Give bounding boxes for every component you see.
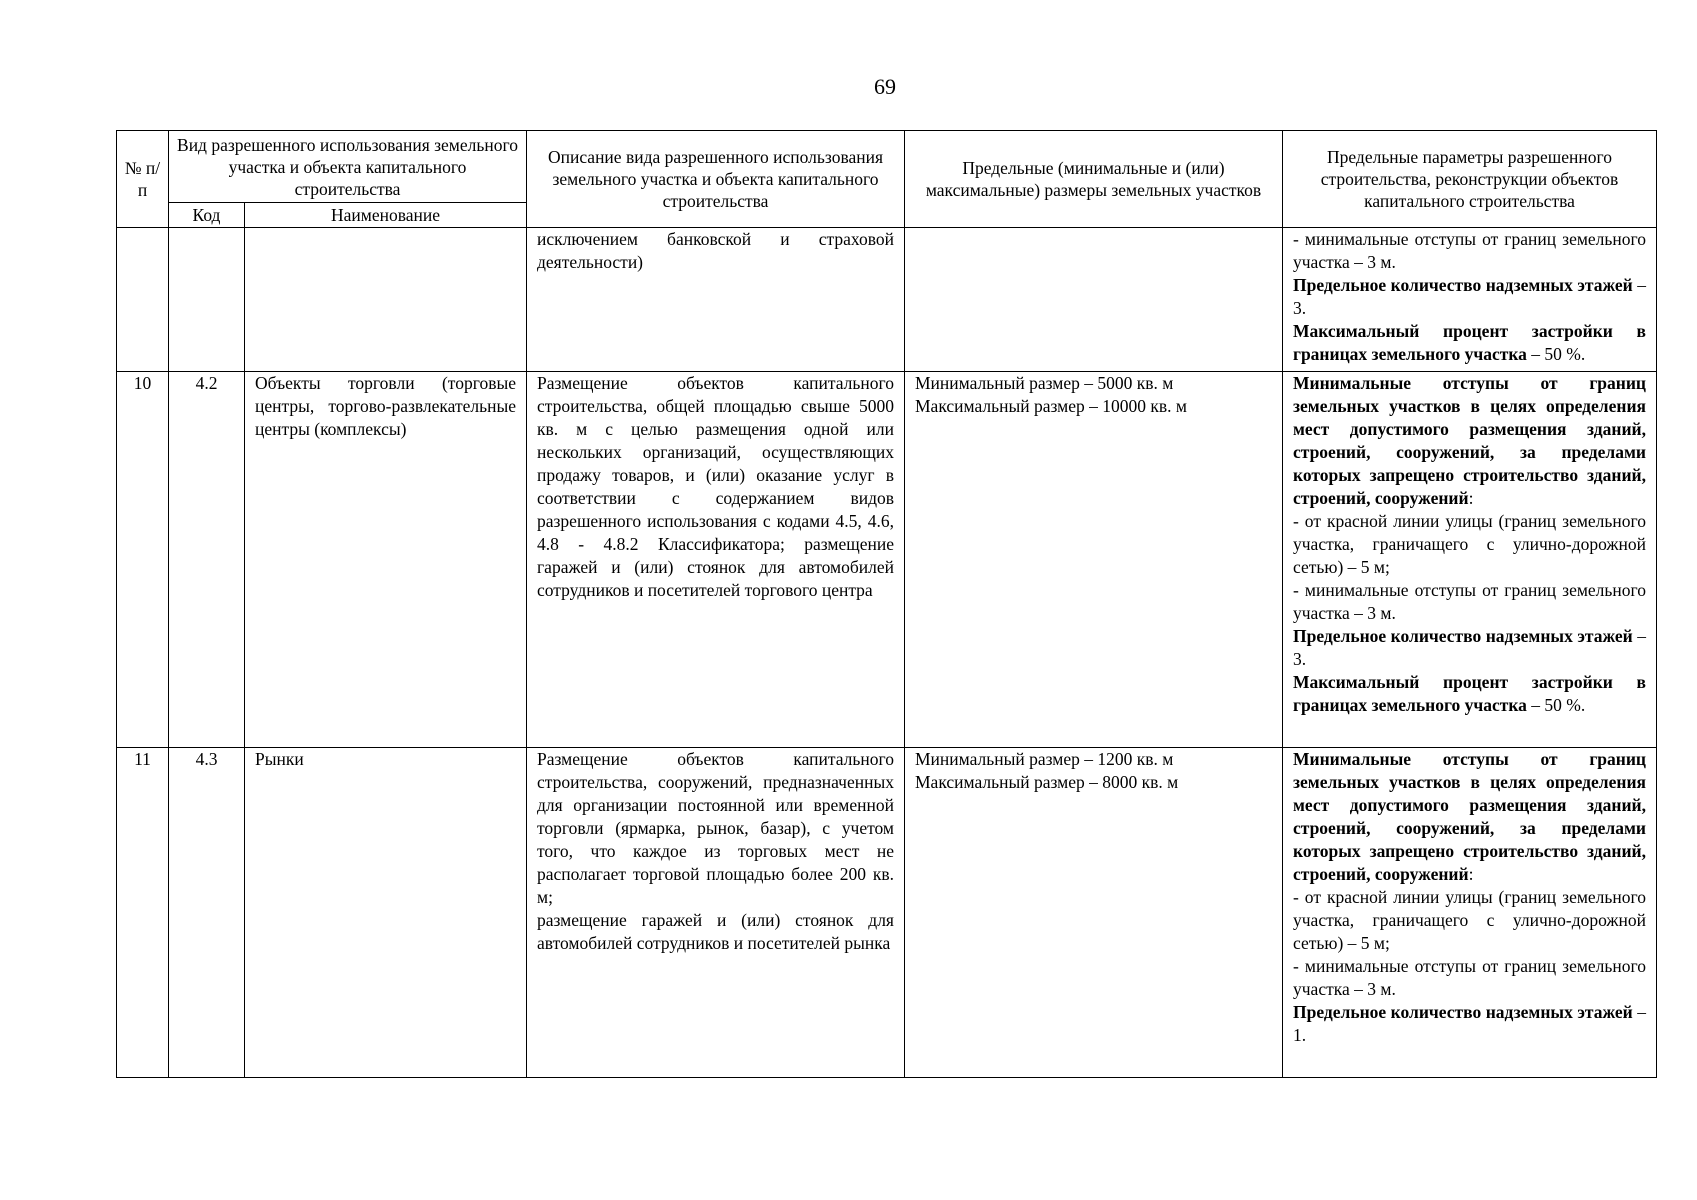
- row-params: [1283, 372, 1657, 748]
- param-floors-value: – 3.: [1293, 275, 1647, 318]
- table-row: [117, 748, 1657, 1078]
- header-code: Код: [169, 203, 245, 228]
- param-red-line: - от красной линии улицы (границ земельного участка, граничащего с улично-дорожной сетью) – 5 м;: [1293, 511, 1646, 577]
- param-floors: [1293, 274, 1646, 320]
- row-num: [117, 228, 169, 372]
- page-number: 69: [874, 74, 896, 99]
- header-sizes: Предельные (минимальные и (или) максимальные) размеры земельных участков: [905, 131, 1283, 228]
- row-code: [169, 228, 245, 372]
- param-coverage-label: Максимальный процент застройки в границах земельного участка: [1293, 672, 1646, 715]
- param-floors-label: Предельное количество надземных этажей: [1293, 1002, 1633, 1022]
- row-num: 10: [117, 372, 169, 748]
- size-min: Минимальный размер – 1200 кв. м: [915, 749, 1174, 769]
- row-sizes: [905, 748, 1283, 1078]
- row-description: Размещение объектов капитального строительства, общей площадью свыше 5000 кв. м с целью размещения одной или нескольких организаций, осуществляющих продажу товаров, и (или) оказание услуг в соответствии с содержанием видов разрешенного использования с кодами 4.5, 4.6, 4.8 - 4.8.2 Классификатора; размещение гаражей и (или) стоянок для автомобилей сотрудников и посетителей торгового центра: [527, 372, 905, 748]
- row-sizes: [905, 372, 1283, 748]
- param-coverage-value: – 50 %.: [1526, 344, 1586, 364]
- param-min-setback: - минимальные отступы от границ земельного участка – 3 м.: [1293, 956, 1646, 999]
- row-sizes: [905, 228, 1283, 372]
- row-params: [1283, 228, 1657, 372]
- param-floors-label: Предельное количество надземных этажей: [1293, 275, 1633, 295]
- row-description: исключением банковской и страховой деятельности): [527, 228, 905, 372]
- row-description: [527, 748, 905, 1078]
- land-use-table: [116, 130, 1657, 1078]
- table-row: [117, 372, 1657, 748]
- header-params: Предельные параметры разрешенного строительства, реконструкции объектов капитального строительства: [1283, 131, 1657, 228]
- param-floors: [1293, 1001, 1646, 1047]
- row-num: 11: [117, 748, 169, 1078]
- size-max: Максимальный размер – 10000 кв. м: [915, 396, 1187, 416]
- header-num: № п/п: [117, 131, 169, 228]
- row-name: Рынки: [245, 748, 527, 1078]
- table-row: [117, 228, 1657, 372]
- description-part-1: Размещение объектов капитального строительства, сооружений, предназначенных для организации постоянной или временной торговли (ярмарка, рынок, базар), с учетом того, что каждое из торговых мест не располагает торговой площадью более 200 кв. м;: [537, 749, 894, 907]
- param-floors-value: – 3.: [1293, 626, 1647, 669]
- row-name: [245, 228, 527, 372]
- param-setbacks-label: Минимальные отступы от границ земельных участков в целях определения мест допустимого размещения зданий, строений, сооружений, за пределами которых запрещено строительство зданий, строений, сооружений: [1293, 749, 1646, 884]
- param-floors-value: – 1.: [1293, 1002, 1647, 1045]
- row-code: 4.3: [169, 748, 245, 1078]
- param-coverage-value: – 50 %.: [1526, 695, 1586, 715]
- param-red-line: - от красной линии улицы (границ земельного участка, граничащего с улично-дорожной сетью) – 5 м;: [1293, 887, 1646, 953]
- param-min-setback: - минимальные отступы от границ земельного участка – 3 м.: [1293, 580, 1646, 623]
- size-max: Максимальный размер – 8000 кв. м: [915, 772, 1179, 792]
- param-floors-label: Предельное количество надземных этажей: [1293, 626, 1633, 646]
- param-setbacks-label: Минимальные отступы от границ земельных участков в целях определения мест допустимого размещения зданий, строений, сооружений, за пределами которых запрещено строительство зданий, строений, сооружений: [1293, 373, 1646, 508]
- row-code: 4.2: [169, 372, 245, 748]
- param-setbacks-heading: Минимальные отступы от границ земельных участков в целях определения мест допустимого размещения зданий, строений, сооружений, за пределами которых запрещено строительство зданий, строений, сооружений:: [1293, 749, 1646, 884]
- row-params: [1283, 748, 1657, 1078]
- param-coverage: [1293, 320, 1646, 366]
- param-coverage: [1293, 671, 1646, 717]
- param-min-setback: - минимальные отступы от границ земельного участка – 3 м.: [1293, 229, 1646, 272]
- header-name: Наименование: [245, 203, 527, 228]
- row-name: Объекты торговли (торговые центры, торгово-развлекательные центры (комплексы): [245, 372, 527, 748]
- param-coverage-label: Максимальный процент застройки в границах земельного участка: [1293, 321, 1646, 364]
- description-part-2: размещение гаражей и (или) стоянок для автомобилей сотрудников и посетителей рынка: [537, 910, 894, 953]
- param-floors: [1293, 625, 1646, 671]
- header-description: Описание вида разрешенного использования земельного участка и объекта капитального строительства: [527, 131, 905, 228]
- size-min: Минимальный размер – 5000 кв. м: [915, 373, 1174, 393]
- header-vid-group: Вид разрешенного использования земельного участка и объекта капитального строительства: [169, 131, 527, 203]
- param-setbacks-heading: Минимальные отступы от границ земельных участков в целях определения мест допустимого размещения зданий, строений, сооружений, за пределами которых запрещено строительство зданий, строений, сооружений:: [1293, 373, 1646, 508]
